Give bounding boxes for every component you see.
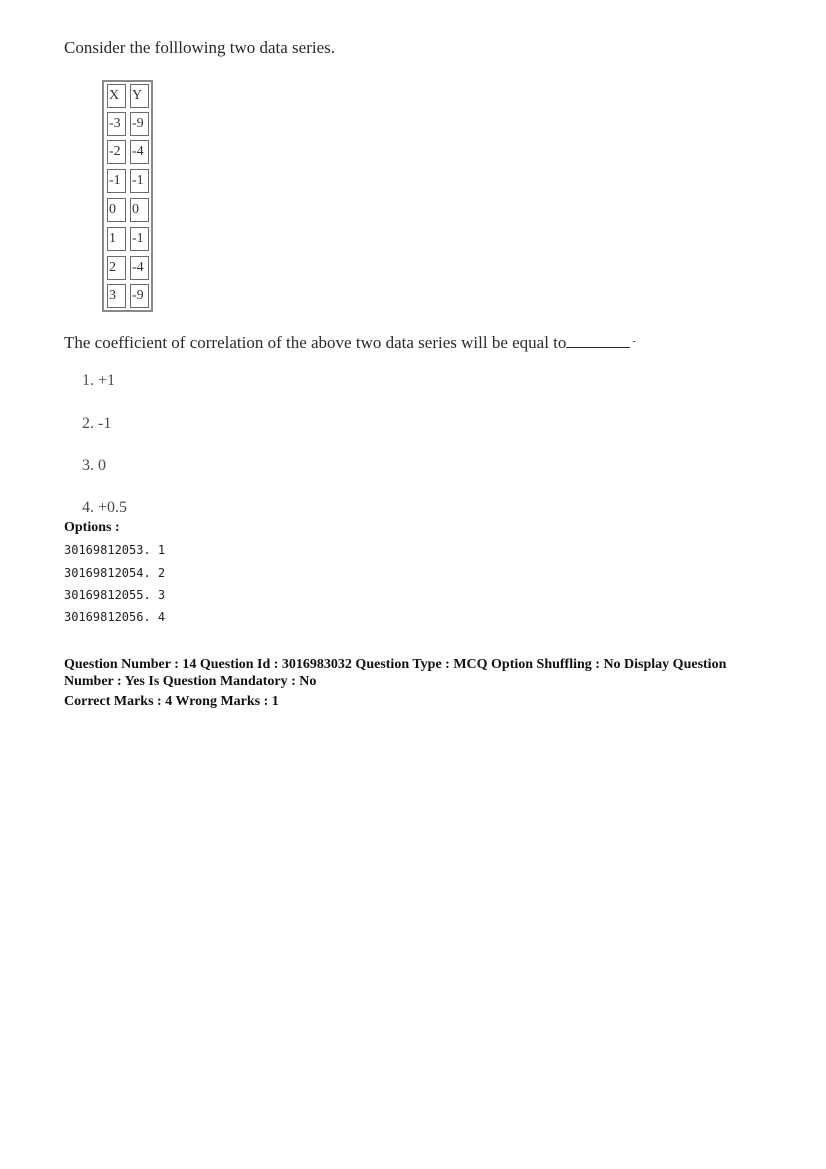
question-meta-line-1: Question Number : 14 Question Id : 3016983032 Question Type : MCQ Option Shuffling : No Display Question	[64, 657, 727, 672]
table-cell: -4	[130, 256, 149, 280]
table-cell: -9	[130, 112, 149, 136]
question-meta-line-2: Number : Yes Is Question Mandatory : No	[64, 674, 317, 689]
question-marks: Correct Marks : 4 Wrong Marks : 1	[64, 694, 279, 709]
table-cell: -3	[107, 112, 126, 136]
table-cell: -1	[130, 169, 149, 193]
table-cell: -2	[107, 140, 126, 164]
question-trailing-mark: -	[632, 336, 636, 347]
table-cell: -1	[130, 227, 149, 251]
option-id-line: 30169812055. 3	[64, 588, 166, 602]
table-cell: -9	[130, 284, 149, 308]
choice-2: 2. -1	[82, 415, 112, 432]
question-intro-text: Consider the folllowing two data series.	[64, 38, 336, 57]
answer-blank	[566, 332, 630, 348]
table-cell: 3	[107, 284, 126, 308]
choice-3: 3. 0	[82, 457, 106, 474]
table-cell: -1	[107, 169, 126, 193]
options-title: Options :	[64, 520, 120, 535]
option-id-line: 30169812053. 1	[64, 543, 166, 557]
choice-1: 1. +1	[82, 372, 116, 389]
table-cell: 0	[107, 198, 126, 222]
table-cell: 2	[107, 256, 126, 280]
choice-4: 4. +0.5	[82, 499, 128, 516]
table-cell: 0	[130, 198, 149, 222]
question-body: The coefficient of correlation of the above two data series will be equal to	[64, 333, 567, 352]
option-id-line: 30169812056. 4	[64, 610, 166, 624]
table-cell: -4	[130, 140, 149, 164]
option-id-line: 30169812054. 2	[64, 566, 166, 580]
table-header-x: X	[107, 84, 126, 108]
data-series-table	[102, 80, 153, 312]
question-text	[64, 332, 636, 353]
table-header-y: Y	[130, 84, 149, 108]
table-cell: 1	[107, 227, 126, 251]
